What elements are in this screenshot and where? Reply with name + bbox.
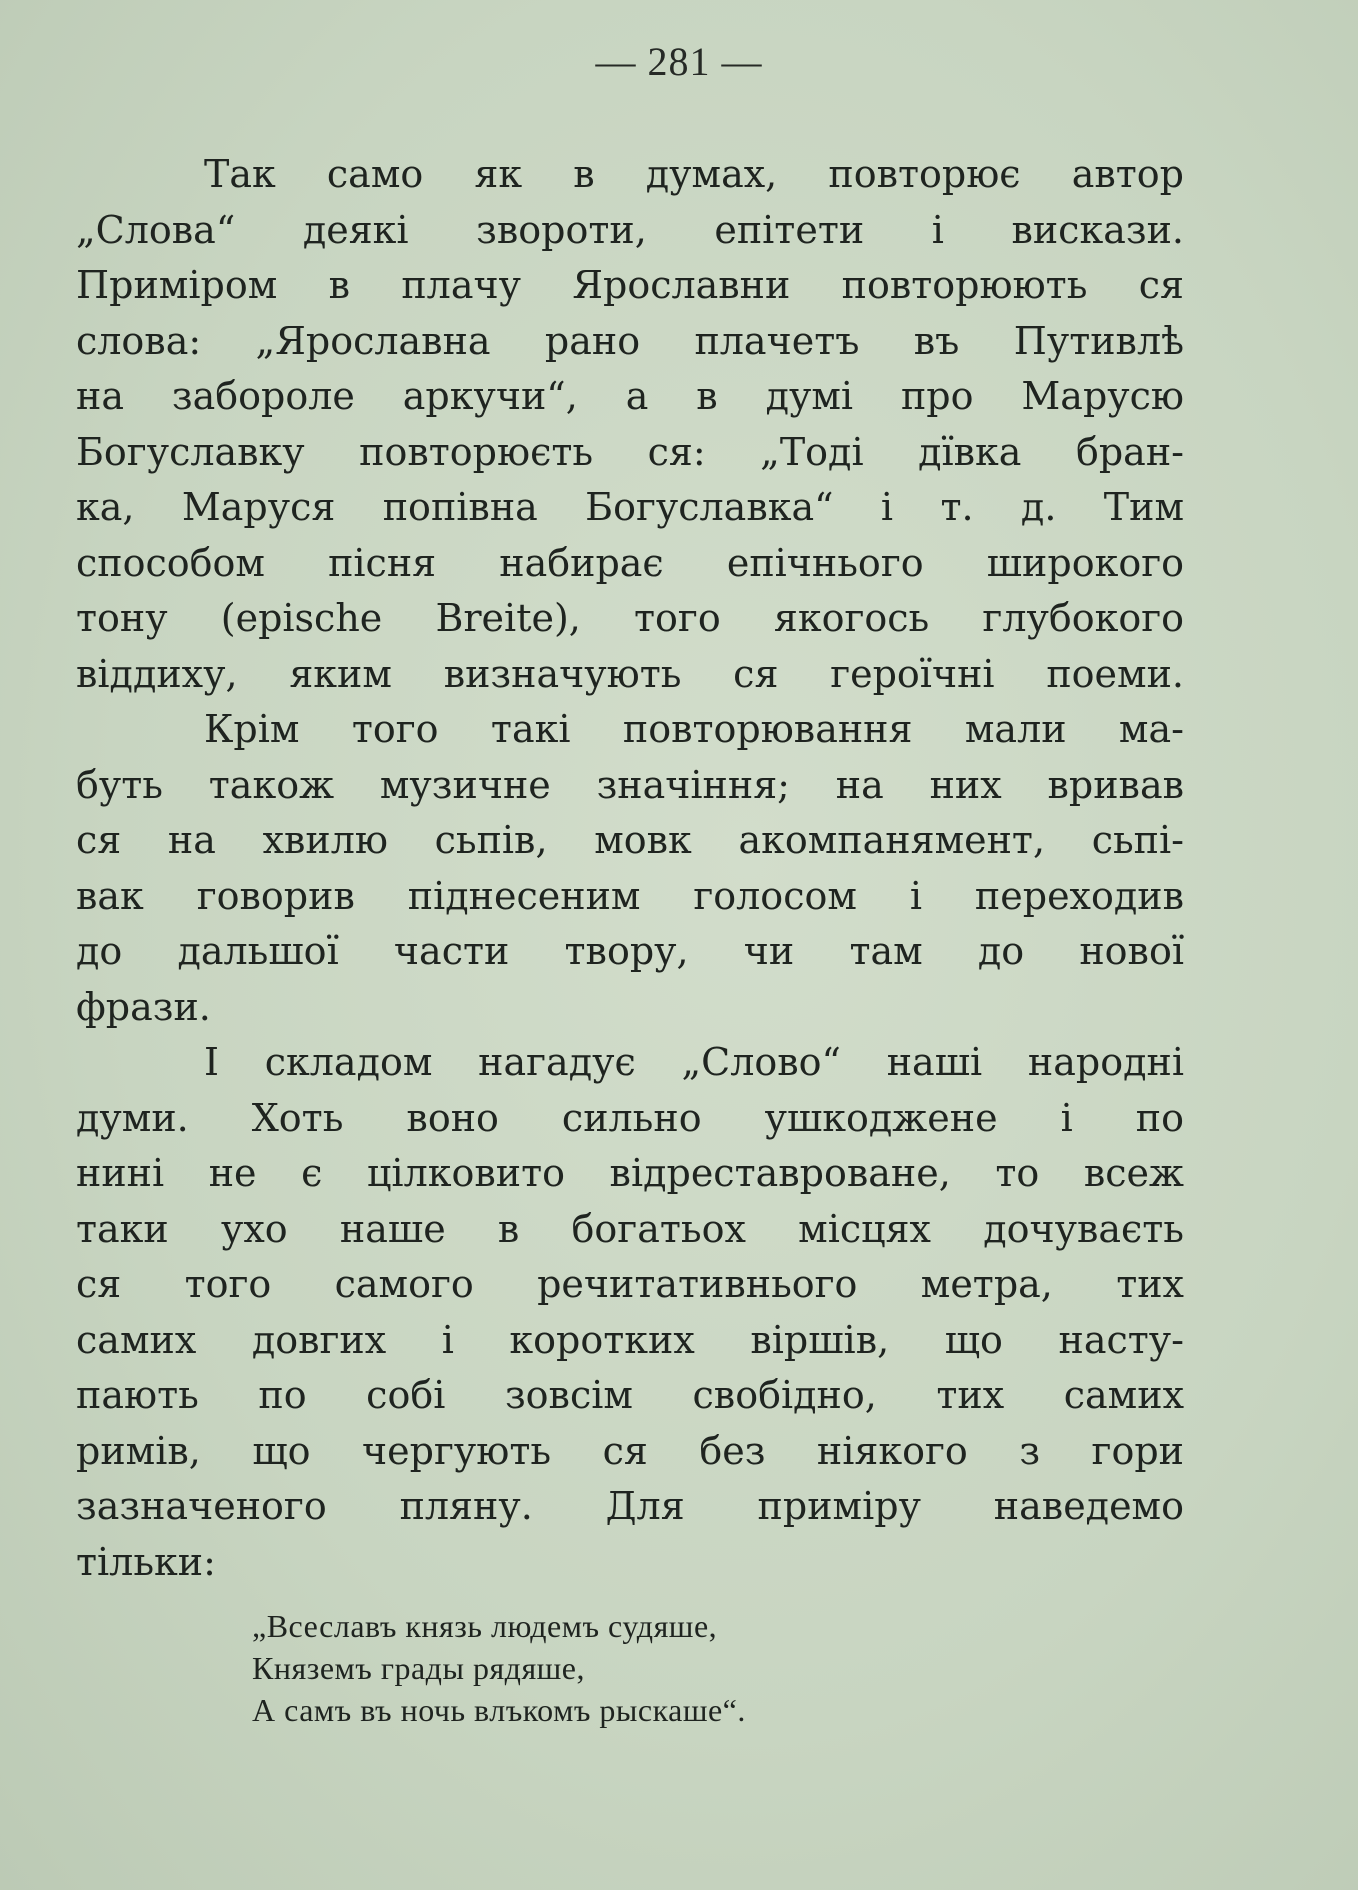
page-number: — 281 — [595,39,763,84]
text-line: Приміром в плачу Ярославни повторюють ся [76,263,1184,307]
text-line: Так само як в думах, повторює автор [204,152,1184,196]
body-text [76,147,1184,1590]
paragraph-3 [76,1035,1184,1590]
text-line: на забороле аркучи“, а в думі про Марусю [76,374,1184,418]
text-line: думи. Хоть воно сильно ушкоджене і по [76,1095,1184,1140]
text-line: Богуславку повторюєть ся: „Тоді дївка бран- [76,429,1184,474]
paragraph-1 [76,147,1184,702]
verse-quote [252,1605,1052,1731]
text-line: до дальшої части твору, чи там до нової [76,929,1184,973]
text-line: віддиху, яким визначують ся героїчні поеми. [76,651,1184,696]
text-line: І складом нагадує „Слово“ наші народні [204,1040,1184,1084]
text-line: „Слова“ деякі звороти, епітети і вискази. [76,207,1184,252]
text-line: зазначеного пляну. Для приміру наведемо [76,1484,1184,1528]
verse-line: А самъ въ ночь влъкомъ рыскаше“. [252,1692,746,1728]
text-line: фрази. [76,984,211,1029]
text-line: слова: „Ярославна рано плачетъ въ Путивлѣ [76,318,1184,363]
text-line: ся на хвилю сьпів, мовк акомпанямент, сьпі- [76,818,1184,862]
paragraph-2 [76,702,1184,1035]
text-line: тону (epische Breite), того якогось глубокого [76,596,1184,640]
text-line: самих довгих і коротких віршів, що насту- [76,1317,1184,1362]
text-line: ся того самого речитативнього метра, тих [76,1262,1184,1306]
text-line: пають по собі зовсім свобідно, тих самих [76,1373,1184,1417]
text-line: вак говорив піднесеним голосом і переходив [76,873,1184,918]
verse-line: Княземъ грады рядяше, [252,1650,585,1686]
text-line: буть також музичне значіння; на них вривав [76,762,1184,807]
text-line: нині не є цілковито відреставроване, то всеж [76,1151,1184,1195]
text-line: Крім того такі повторювання мали ма- [204,707,1184,751]
text-line: ка, Маруся попівна Богуславка“ і т. д. Тим [76,485,1184,529]
text-line: тільки: [76,1539,216,1584]
text-line: способом пісня набирає епічнього широкого [76,540,1184,585]
text-line: таки ухо наше в богатьох місцях дочуваєть [76,1206,1184,1251]
verse-line: „Всеславъ князь людемъ судяше, [252,1608,718,1644]
text-line: римів, що чергують ся без ніякого з гори [76,1428,1184,1473]
